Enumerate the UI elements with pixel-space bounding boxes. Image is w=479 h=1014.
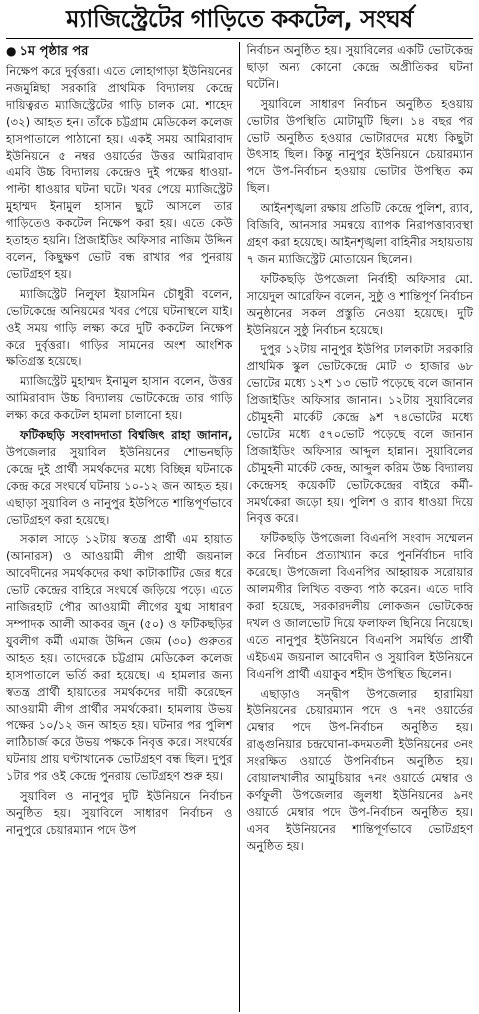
continuation-text: ১ম পৃষ্ঠার পর: [19, 44, 89, 59]
paragraph: ম্যাজিস্ট্রেট মুহাম্মদ ইনামুল হাসান বলেন, উত্তর আমিরাবাদ উচ্চ বিদ্যালয় ভোটকেন্দ্রে তার গাড়ি লক্ষ্য করে ককটেল হামলা চালানো হয়।: [6, 374, 233, 423]
paragraph: ম্যাজিস্ট্রেট নিলুফা ইয়াসমিন চৌধুরী বলেন, ভোটকেন্দ্রে অনিয়মের খবর পেয়ে ঘটনাস্থলে যাই। ওই সময় গাড়ি লক্ষ্য করে দুটি ককটেল নিক্ষেপ করে দুর্বৃত্তরা। গাড়ির সামনের অংশ আংশিক ক্ষতিগ্রস্ত হয়েছে।: [6, 286, 233, 369]
paragraph: নিক্ষেপ করে দুর্বৃত্তরা। এতে লোহাগাড়া ইউনিয়নের নজমুন্নিছা সরকারি প্রাথমিক বিদ্যালয় কেন্দ্রে দায়িত্বরত ম্যাজিস্ট্রেটের গাড়ি চালক মো. শাহেদ (৩২) আহত হন। তাঁকে চট্টগ্রাম মেডিকেল কলেজ হাসপাতালে পাঠানো হয়। একই সময় আমিরাবাদ ইউনিয়নে ৫ নম্বর ওয়ার্ডের উত্তর আমিরাবাদ এমবি উচ্চ বিদ্যালয় কেন্দ্রেও দুই পক্ষের ধাওয়া-পাল্টা ধাওয়ার ঘটনা ঘটে। খবর পেয়ে ম্যাজিস্ট্রেট মুহাম্মদ ইনামুল হাসান ছুটে আসলে তার গাড়িতেও ককটেল নিক্ষেপ করা হয়। এতে কেউ হতাহত হয়নি। প্রিজাইডিং অফিসার নাজিম উদ্দিন বলেন, কিছুক্ষণ ভোট বন্ধ রাখার পর পুনরায় ভোটগ্রহণ হয়।: [6, 64, 233, 281]
left-column: [6, 42, 240, 1012]
right-column: [247, 42, 474, 1012]
paragraph: ফটিকছড়ি উপজেলা বিএনপি সংবাদ সম্মেলন করে নির্বাচন প্রত্যাখ্যান করে পুনর্নির্বাচন দাবি করেছে। উপজেলা বিএনপির আহ্বায়ক সরোয়ার আলমগীর লিখিত বক্তব্য পাঠ করেন। এতে দাবি করা হয়েছে, সরকারদলীয় লোকজন ভোটকেন্দ্র দখল ও জালভোট দিয়ে ফলাফল ছিনিয়ে নিয়েছে। এতে নানুপুর ইউনিয়নে বিএনপি সমর্থিত প্রার্থী এইচএম জয়নাল আবেদীন ও সুয়াবিল ইউনিয়নে বিএনপি প্রার্থী এয়াকুব শহীদ উপস্থিত ছিলেন।: [246, 531, 473, 681]
paragraph: আইনশৃঙ্খলা রক্ষায় প্রতিটি কেন্দ্রে পুলিশ, র‍্যাব, বিজিবি, আনসার সমন্বয়ে ব্যাপক নিরাপত্তাব্যবস্থা গ্রহণ করা হয়েছে। আইনশৃঙ্খলা বাহিনীর সহায়তায় ৭ জন ম্যাজিস্ট্রেট মোতায়েন ছিলেন।: [246, 201, 473, 266]
paragraph: ফটিকছড়ি উপজেলা নির্বাহী অফিসার মো. সায়েদুল আরেফিন বলেন, সুষ্ঠু ও শান্তিপূর্ণ নির্বাচন অনুষ্ঠানের সকল প্রস্তুতি নেওয়া হয়েছে। দুটি ইউনিয়নে সুষ্ঠু নির্বাচন হয়েছে।: [246, 271, 473, 337]
paragraph: এছাড়াও সন্দ্বীপ উপজেলার হারামিয়া ইউনিয়নের চেয়ারম্যান পদে ও ৭নং ওয়ার্ডের মেম্বার পদে উপ-নির্বাচন অনুষ্ঠিত হয়। রাঙ্গুনিয়ার চন্দ্রঘোনা-কদমতলী ইউনিয়নের ৩নং সংরক্ষিত ওয়ার্ডে উপনির্বাচন অনুষ্ঠিত হয়। বোয়ালখালীর আমুচিয়ার ৭নং ওয়ার্ডে মেম্বার ও কর্ণফুলী উপজেলার জুলধা ইউনিয়নের ৯নং ওয়ার্ডে মেম্বার পদে উপ-নির্বাচন অনুষ্ঠিত হয়। এসব ইউনিয়নের শান্তিপূর্ণভাবে ভোটগ্রহণ অনুষ্ঠিত হয়।: [246, 686, 473, 853]
bullet-icon: ●: [6, 44, 17, 58]
paragraph: সুয়াবিল ও নানুপুর দুটি ইউনিয়নে নির্বাচন অনুষ্ঠিত হয়। সুয়াবিলে সাধারণ নির্বাচন ও নানুপুরে চেয়ারম্যান পদে উপ: [6, 789, 233, 837]
paragraph: দুপুর ১২টায় নানুপুর ইউপির ঢালকাটা সরকারি প্রাথমিক স্কুল ভোটকেন্দ্রে মোট ৩ হাজার ৬৮ ভোটের মধ্যে ১২শ ১৩ ভোট পড়েছে বলে জানান প্রিজাইডিং অফিসার জানান। ১২টায় সুয়াবিলের চৌমুহনী মার্কেট কেন্দ্রে ৯শ ৭৪ভোটের মধ্যে ভোটের মধ্যে ৫৭০ভোট পড়েছে বলে জানান প্রিজাইডিং অফিসার আব্দুল হান্নান। সুয়াবিলের চৌমুহনী মার্কেট কেন্দ্র, আব্দুল করিম উচ্চ বিদ্যালয় কেন্দ্রেসহ কয়েকটি ভোটকেন্দ্রের বাইরে কর্মী-সমর্থকেরা জড়ো হয়। পুলিশ ও র‍্যাব ধাওয়া দিয়ে নিবৃত্ত করে।: [246, 342, 473, 526]
paragraph: সকাল সাড়ে ১২টায় স্বতন্ত্র প্রার্থী এম হায়াত (আনারস) ও আওয়ামী লীগ প্রার্থী জয়নাল আবেদীনের সমর্থকদের কথা কাটাকাটির জের ধরে ভোট কেন্দ্রের বাহিরে সংঘর্ষে জড়িয়ে পড়ে। এতে নাজিরহাট পৌর আওয়ামী লীগের যুগ্ম সাধারণ সম্পাদক আলী আকবর জুন (৫০) ও ফটিকছড়ির যুবলীগ কর্মী এমাজ উদ্দিন জেম (৩০) গুরুতর আহত হয়। তাদেরকে চট্টগ্রাম মেডিকেল কলেজ হাসপাতালে ভর্তি করা হয়েছে। এ হামলার জন্য স্বতন্ত্র প্রার্থী হায়াতের সমর্থকদের দায়ী করেছেন আওয়ামী লীগ প্রার্থীর সমর্থকেরা। হামলায় উভয় পক্ষের ১০/১২ জন আহত হয়। ঘটনার পর পুলিশ লাঠিচার্জ করে উভয় পক্ষকে নিবৃত্ত করে। সংঘর্ষের ঘটনায় প্রায় ঘণ্টাখানেক ভোটগ্রহণ বন্ধ ছিল। দুপুর ১টার পর ওই কেন্দ্রে পুনরায় ভোটগ্রহণ শুরু হয়।: [6, 532, 233, 784]
continuation-label: [6, 42, 233, 61]
byline-paragraph: [6, 427, 233, 528]
article-columns: [6, 42, 473, 1012]
headline: ম্যাজিস্ট্রেটের গাড়িতে ককটেল, সংঘর্ষ: [66, 5, 413, 33]
paragraph: সুয়াবিলে সাধারণ নির্বাচন অনুষ্ঠিত হওয়ায় ভোটার উপস্থিতি মোটামুটি ছিল। ১৪ বছর পর ভোট অনুষ্ঠিত হওয়ার ভোটারদের মধ্যে কিছুটা উৎসাহ ছিল। কিন্তু নানুপুর ইউনিয়নে চেয়ারম্যান পদে উপ-নির্বাচন হওয়ায় ভোটার উপস্থিত কম ছিল।: [246, 96, 473, 196]
headline-divider: [6, 38, 473, 39]
byline: ফটিকছড়ি সংবাদদাতা বিশ্বজিৎ রাহা জানান,: [20, 428, 233, 443]
paragraph: নির্বাচন অনুষ্ঠিত হয়। সুয়াবিলের একটি ভোটকেন্দ্র ছাড়া অন্য কোনো কেন্দ্রে অপ্রীতিকর ঘটনা ঘটেনি।: [246, 43, 473, 91]
byline-text: উপজেলার সুয়াবিল ইউনিয়নের শোভনছড়ি কেন্দ্রে দুই প্রার্থী সমর্থকদের মধ্যে বিচ্ছিন্ন ঘটনাকে কেন্দ্র করে সংঘর্ষে ঘটনায় ১০-১২ জন আহত হয়। এছাড়া সুয়াবিল ও নানুপুর ইউপিতে শান্তিপূর্ণভাবে ভোটগ্রহণ করা হয়েছে।: [6, 444, 233, 527]
